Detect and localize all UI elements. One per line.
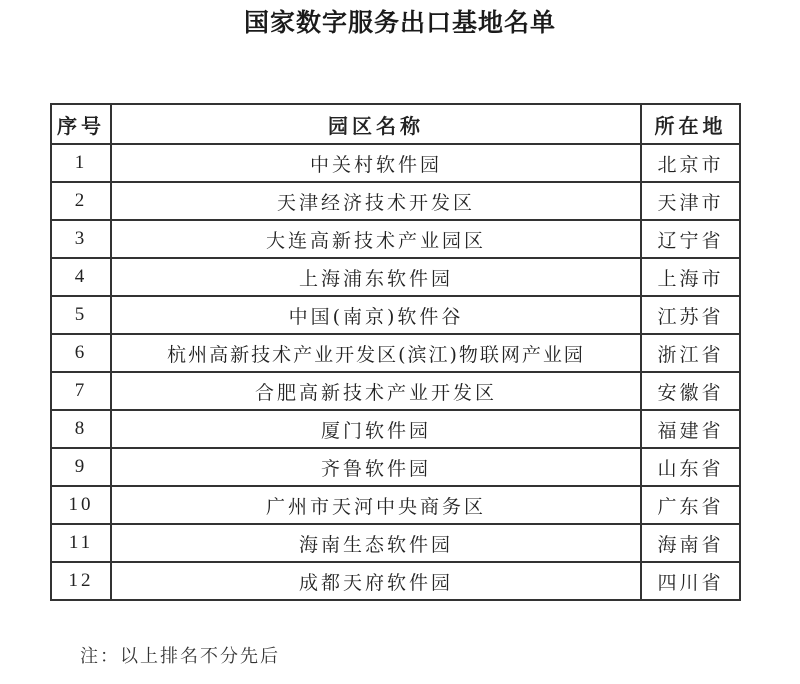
header-location: 所在地: [641, 104, 740, 144]
row-park-name: 上海浦东软件园: [111, 258, 641, 296]
row-index: 11: [51, 524, 111, 562]
table-header-row: [51, 104, 740, 144]
row-park-name: 中关村软件园: [111, 144, 641, 182]
base-list-table: [50, 103, 741, 601]
row-location: 浙江省: [641, 334, 740, 372]
row-index: 2: [51, 182, 111, 220]
table-row: [51, 334, 740, 372]
row-location: 天津市: [641, 182, 740, 220]
row-location: 山东省: [641, 448, 740, 486]
footnote: 注：以上排名不分先后: [80, 646, 280, 667]
row-index: 10: [51, 486, 111, 524]
row-park-name: 齐鲁软件园: [111, 448, 641, 486]
row-location: 江苏省: [641, 296, 740, 334]
row-index: 12: [51, 562, 111, 600]
row-index: 9: [51, 448, 111, 486]
row-index: 6: [51, 334, 111, 372]
row-index: 4: [51, 258, 111, 296]
row-park-name: 大连高新技术产业园区: [111, 220, 641, 258]
row-park-name: 广州市天河中央商务区: [111, 486, 641, 524]
row-location: 北京市: [641, 144, 740, 182]
row-index: 7: [51, 372, 111, 410]
row-park-name: 杭州高新技术产业开发区(滨江)物联网产业园: [111, 334, 641, 372]
row-location: 四川省: [641, 562, 740, 600]
row-park-name: 海南生态软件园: [111, 524, 641, 562]
table-row: [51, 144, 740, 182]
table-row: [51, 562, 740, 600]
row-park-name: 合肥高新技术产业开发区: [111, 372, 641, 410]
header-index: 序号: [51, 104, 111, 144]
row-location: 海南省: [641, 524, 740, 562]
row-index: 3: [51, 220, 111, 258]
row-index: 8: [51, 410, 111, 448]
row-location: 福建省: [641, 410, 740, 448]
header-name: 园区名称: [111, 104, 641, 144]
row-location: 辽宁省: [641, 220, 740, 258]
table-row: [51, 410, 740, 448]
table-row: [51, 258, 740, 296]
table-row: [51, 486, 740, 524]
row-park-name: 成都天府软件园: [111, 562, 641, 600]
table-row: [51, 448, 740, 486]
table-row: [51, 182, 740, 220]
table-row: [51, 296, 740, 334]
row-index: 1: [51, 144, 111, 182]
table-row: [51, 220, 740, 258]
row-location: 广东省: [641, 486, 740, 524]
row-index: 5: [51, 296, 111, 334]
table-row: [51, 372, 740, 410]
row-park-name: 中国(南京)软件谷: [111, 296, 641, 334]
page-title: 国家数字服务出口基地名单: [243, 8, 556, 37]
row-park-name: 厦门软件园: [111, 410, 641, 448]
row-location: 上海市: [641, 258, 740, 296]
row-park-name: 天津经济技术开发区: [111, 182, 641, 220]
table-row: [51, 524, 740, 562]
row-location: 安徽省: [641, 372, 740, 410]
